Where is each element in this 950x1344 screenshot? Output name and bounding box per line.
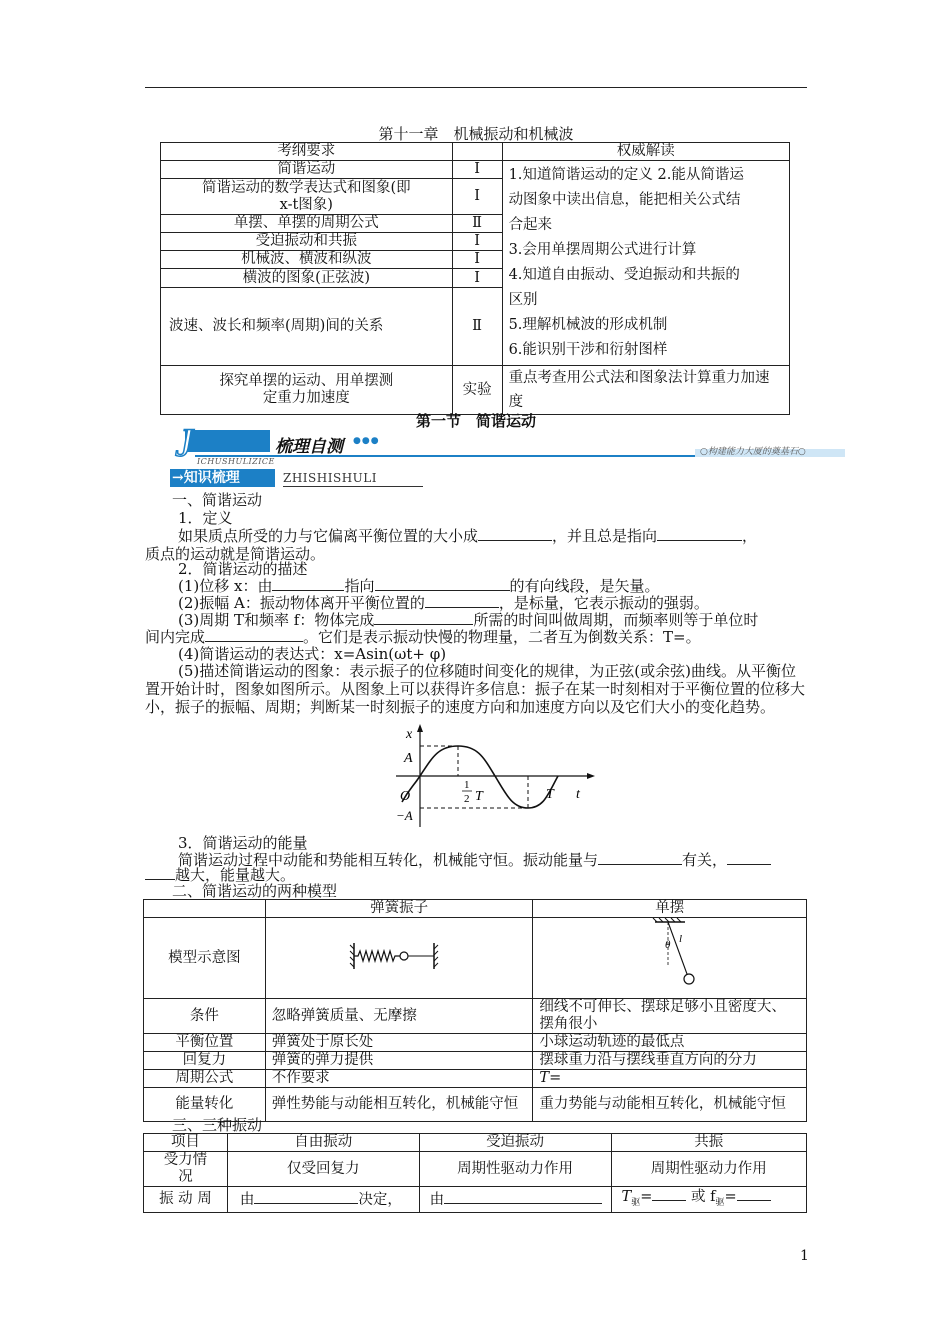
level-cell: Ⅰ: [452, 233, 502, 251]
topic-cell: 波速、波长和频率(周期)间的关系: [161, 287, 453, 365]
level-cell: Ⅰ: [452, 269, 502, 287]
pendulum-bob: [684, 974, 694, 984]
item-graph-description: (5)描述简谐运动的图象：表示振子的位移随时间变化的规律，为正弦(或余弦)曲线。从平衡位置开始计时，图象如图所示。从图象上可以获得许多信息：振子在某一时刻相对于平衡位置的位移大小，振子的振幅、周期；判断某一时刻振子的速度方向和加速度方向以及它们大小的变化趋势。: [145, 662, 806, 716]
topic-cell: 单摆、单摆的周期公式: [161, 215, 453, 233]
energy-line: 简谐运动过程中动能和势能相互转化，机械能守恒。振动能量与 有关，: [178, 851, 771, 869]
item-period-cont: 间内完成 。它们是表示振动快慢的物理量，二者互为倒数关系：T=。: [145, 628, 701, 646]
models-table: 弹簧振子 单摆 模型示意图 l θ 条件 忽略弹簧质量、无摩擦 细线不可伸长、摆球足够小且密度大、摆角很小 平衡位置 弹簧处于原长处 小球运动轨迹的最低点 回复力 弹簧的弹力提供 摆球重力沿与摆线垂直方向的分力 周期公式 不作要求 T= 能量转化 弹性势能与动能相互转化，机械能守恒 重力势能与动能相互转化，机械能守恒: [143, 899, 807, 1122]
item-period: (3)周期 T和频率 f：物体完成 所需的时间叫做周期，而频率则等于单位时: [178, 611, 759, 629]
heading-three-vibrations: 三、三种振动: [172, 1116, 263, 1134]
item-expression: (4)简谐运动的表达式：x=Asin(ωt+ φ): [178, 645, 447, 663]
spring-oscillator-diagram: [344, 941, 454, 971]
amp-neg-label: −A: [396, 808, 413, 823]
page-number: 1: [800, 1248, 809, 1264]
level-cell: Ⅱ: [452, 215, 502, 233]
section-title: 第一节 简谐运动: [415, 412, 536, 430]
pendulum-diagram: [635, 918, 705, 993]
banner-slogan: ○构建能力大厦的奠基石○: [700, 447, 806, 457]
header-spring: 弹簧振子: [265, 900, 533, 918]
sub-definition: 1．定义: [178, 509, 233, 527]
spring-diagram-cell: [265, 918, 533, 999]
x-label: x: [406, 727, 413, 742]
spring: [354, 951, 400, 961]
banner-title: 梳理自测: [275, 437, 343, 457]
origin-label: O: [400, 789, 411, 804]
interpretation-cell: 1.知道简谐运动的定义 2.能从简谐运 动图象中读出信息，能把相关公式结 合起来 3.会用单摆周期公式进行计算 4.知道自由振动、受迫振动和共振的 区别 5.理解机械波的形成机制 6.能识别干涉和衍射图样: [502, 161, 789, 366]
header-requirements: 考纲要求: [161, 143, 453, 161]
pendulum-string: [668, 922, 687, 974]
energy-line-cont: 越大，能量越大。: [145, 866, 295, 884]
section-banner: J 梳理自测 ●●● ICHUSHULIZICE ○构建能力大厦的奠基石○ →知识梳理 ZHISHISHULI: [175, 427, 850, 487]
svg-text:1: 1: [464, 779, 470, 791]
vibrations-table: 项目 自由振动 受迫振动 共振 受力情况 仅受回复力 周期性驱动力作用 周期性驱动力作用 振 动 周 由 决定， 由 $T_驱=$ 或 $f_驱=$: [143, 1133, 807, 1213]
sub-energy: 3．简谐运动的能量: [178, 834, 308, 852]
level-cell: 实验: [452, 366, 502, 415]
topic-cell: 受迫振动和共振: [161, 233, 453, 251]
oscillator-ball: [400, 952, 408, 960]
topic-cell: 横波的图象(正弦波): [161, 269, 453, 287]
experiment-note-cell: 重点考查用公式法和图象法计算重力加速度: [502, 366, 789, 415]
item-amplitude: (2)振幅 A：振动物体离开平衡位置的 ，是标量，它表示振动的强弱。: [178, 594, 709, 612]
topic-cell: 简谐运动: [161, 161, 453, 179]
shm-graph: [388, 722, 598, 830]
item-displacement: (1)位移 x：由 指向 的有向线段，是矢量。: [178, 577, 660, 595]
svg-text:l: l: [678, 933, 682, 945]
header-interpretation: 权威解读: [502, 143, 789, 161]
level-cell: Ⅰ: [452, 251, 502, 269]
level-cell: Ⅰ: [452, 161, 502, 179]
topic-cell: 机械波、横波和纵波: [161, 251, 453, 269]
syllabus-table: [160, 142, 790, 415]
svg-text:2: 2: [464, 793, 470, 805]
chapter-title: 第十一章 机械振动和机械波: [378, 125, 574, 143]
banner-subtitle: →知识梳理: [172, 470, 240, 486]
topic-cell: 简谐运动的数学表达式和图象(即x-t图象): [161, 179, 453, 215]
banner-sub-pinyin: ZHISHISHULI: [283, 470, 423, 487]
header-pendulum: 单摆: [533, 900, 807, 918]
topic-cell: 探究单摆的运动、用单摆测定重力加速度: [161, 366, 453, 415]
period-label: T: [546, 787, 554, 802]
sub-description: 2．简谐运动的描述: [178, 560, 308, 578]
amp-pos-label: A: [404, 751, 413, 766]
heading-simple-harmonic: 一、简谐运动: [172, 491, 263, 509]
level-cell: Ⅱ: [452, 287, 502, 365]
heading-two-models: 二、简谐运动的两种模型: [172, 882, 338, 900]
header-rule: [145, 87, 807, 88]
t-axis-arrow: [587, 773, 595, 779]
half-period-label: T: [475, 789, 483, 804]
level-cell: Ⅰ: [452, 179, 502, 215]
definition-line: 如果质点所受的力与它偏离平衡位置的大小成 ，并且总是指向 ，: [178, 527, 758, 545]
pendulum-diagram-cell: [533, 918, 807, 999]
t-label: t: [576, 787, 580, 802]
banner-letter: J: [175, 420, 193, 465]
svg-text:θ: θ: [664, 939, 671, 951]
banner-pinyin: ICHUSHULIZICE: [197, 457, 275, 466]
x-axis-arrow: [417, 724, 423, 732]
